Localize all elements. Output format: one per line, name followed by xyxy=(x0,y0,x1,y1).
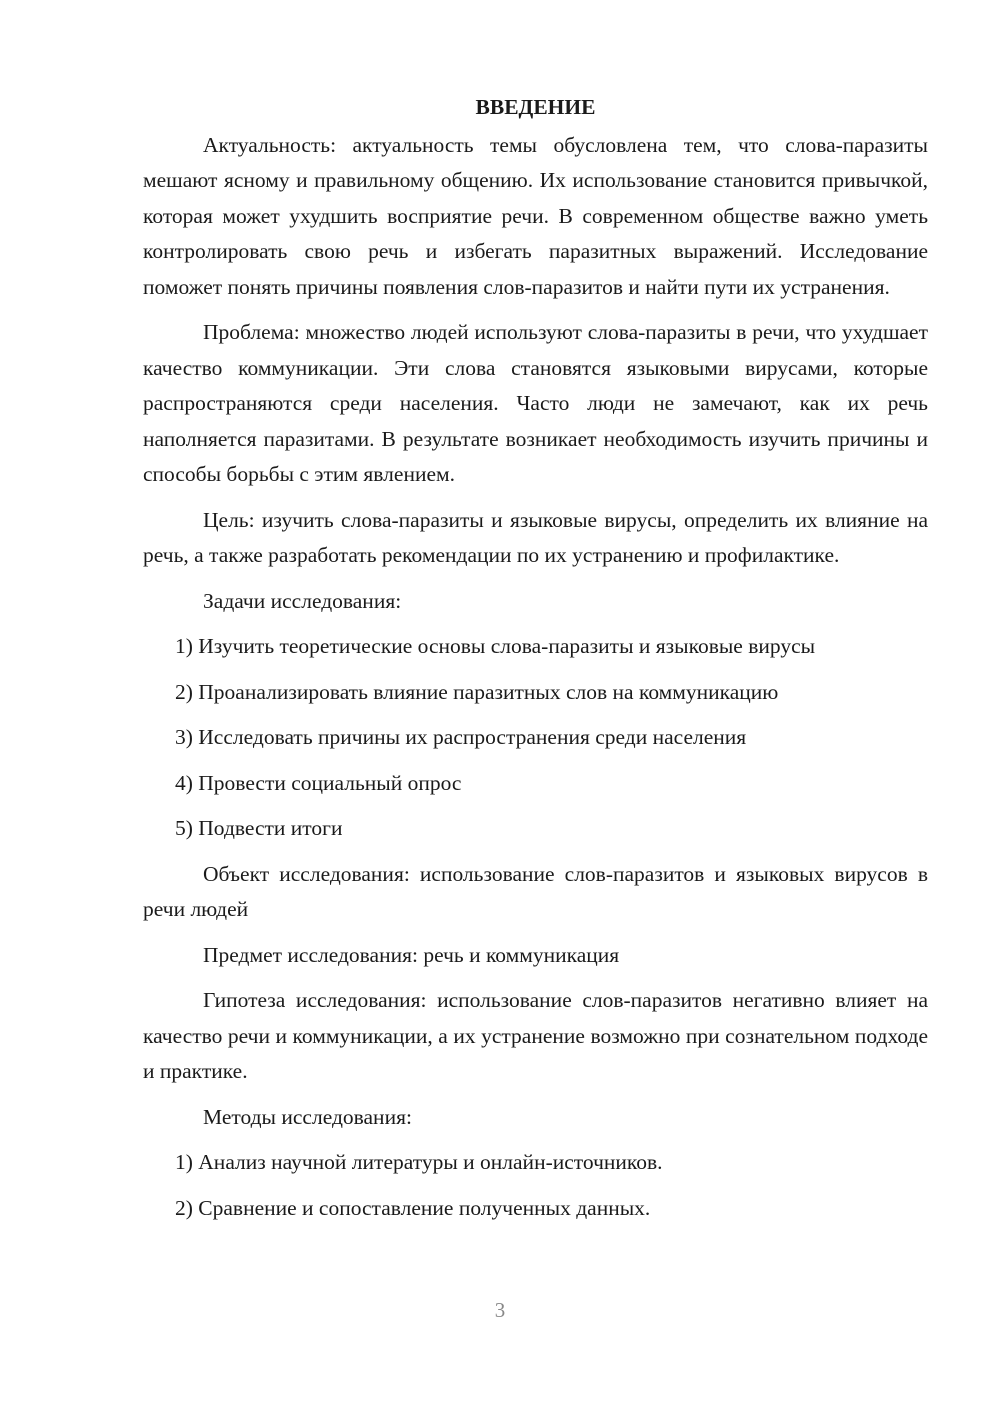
methods-heading: Методы исследования: xyxy=(203,1104,412,1129)
tasks-list xyxy=(143,629,928,847)
goal-paragraph: Цель: изучить слова-паразиты и языковые вирусы, определить их влияние на речь, а также разработать рекомендации по их устранению и профилактике. xyxy=(143,507,928,567)
task-item: 4) Провести социальный опрос xyxy=(175,770,462,795)
task-item: 1) Изучить теоретические основы слова-паразиты и языковые вирусы xyxy=(175,634,816,658)
object-paragraph: Объект исследования: использование слов-паразитов и языковых вирусов в речи людей xyxy=(143,861,928,921)
relevance-paragraph: Актуальность: актуальность темы обусловлена тем, что слова-паразиты мешают ясному и правильному общению. Их использование становится привычкой, которая может ухудшить восприятие речи. В современном обществе важно уметь контролировать свою речь и избегать паразитных выражений. Исследование поможет понять причины появления слов-паразитов и найти пути их устранения. xyxy=(143,132,928,299)
task-item: 3) Исследовать причины их распространения среди населения xyxy=(175,725,747,749)
subject-paragraph: Предмет исследования: речь и коммуникация xyxy=(203,942,620,967)
method-item: 2) Сравнение и сопоставление полученных данных. xyxy=(175,1195,651,1220)
page-number: 3 xyxy=(494,1298,506,1322)
methods-list xyxy=(143,1145,928,1226)
document-title: ВВЕДЕНИЕ xyxy=(475,95,596,119)
hypothesis-paragraph: Гипотеза исследования: использование слов-паразитов негативно влияет на качество речи и коммуникации, а их устранение возможно при сознательном подходе и практике. xyxy=(143,988,928,1083)
method-item: 1) Анализ научной литературы и онлайн-источников. xyxy=(175,1150,663,1174)
task-item: 2) Проанализировать влияние паразитных слов на коммуникацию xyxy=(175,679,779,704)
tasks-heading: Задачи исследования: xyxy=(203,588,402,613)
document-page xyxy=(143,90,928,1236)
problem-paragraph: Проблема: множество людей используют слова-паразиты в речи, что ухудшает качество коммуникации. Эти слова становятся языковыми вирусами, которые распространяются среди населения. Часто люди не замечают, как их речь наполняется паразитами. В результате возникает необходимость изучить причины и способы борьбы с этим явлением. xyxy=(143,320,928,486)
task-item: 5) Подвести итоги xyxy=(175,816,343,840)
